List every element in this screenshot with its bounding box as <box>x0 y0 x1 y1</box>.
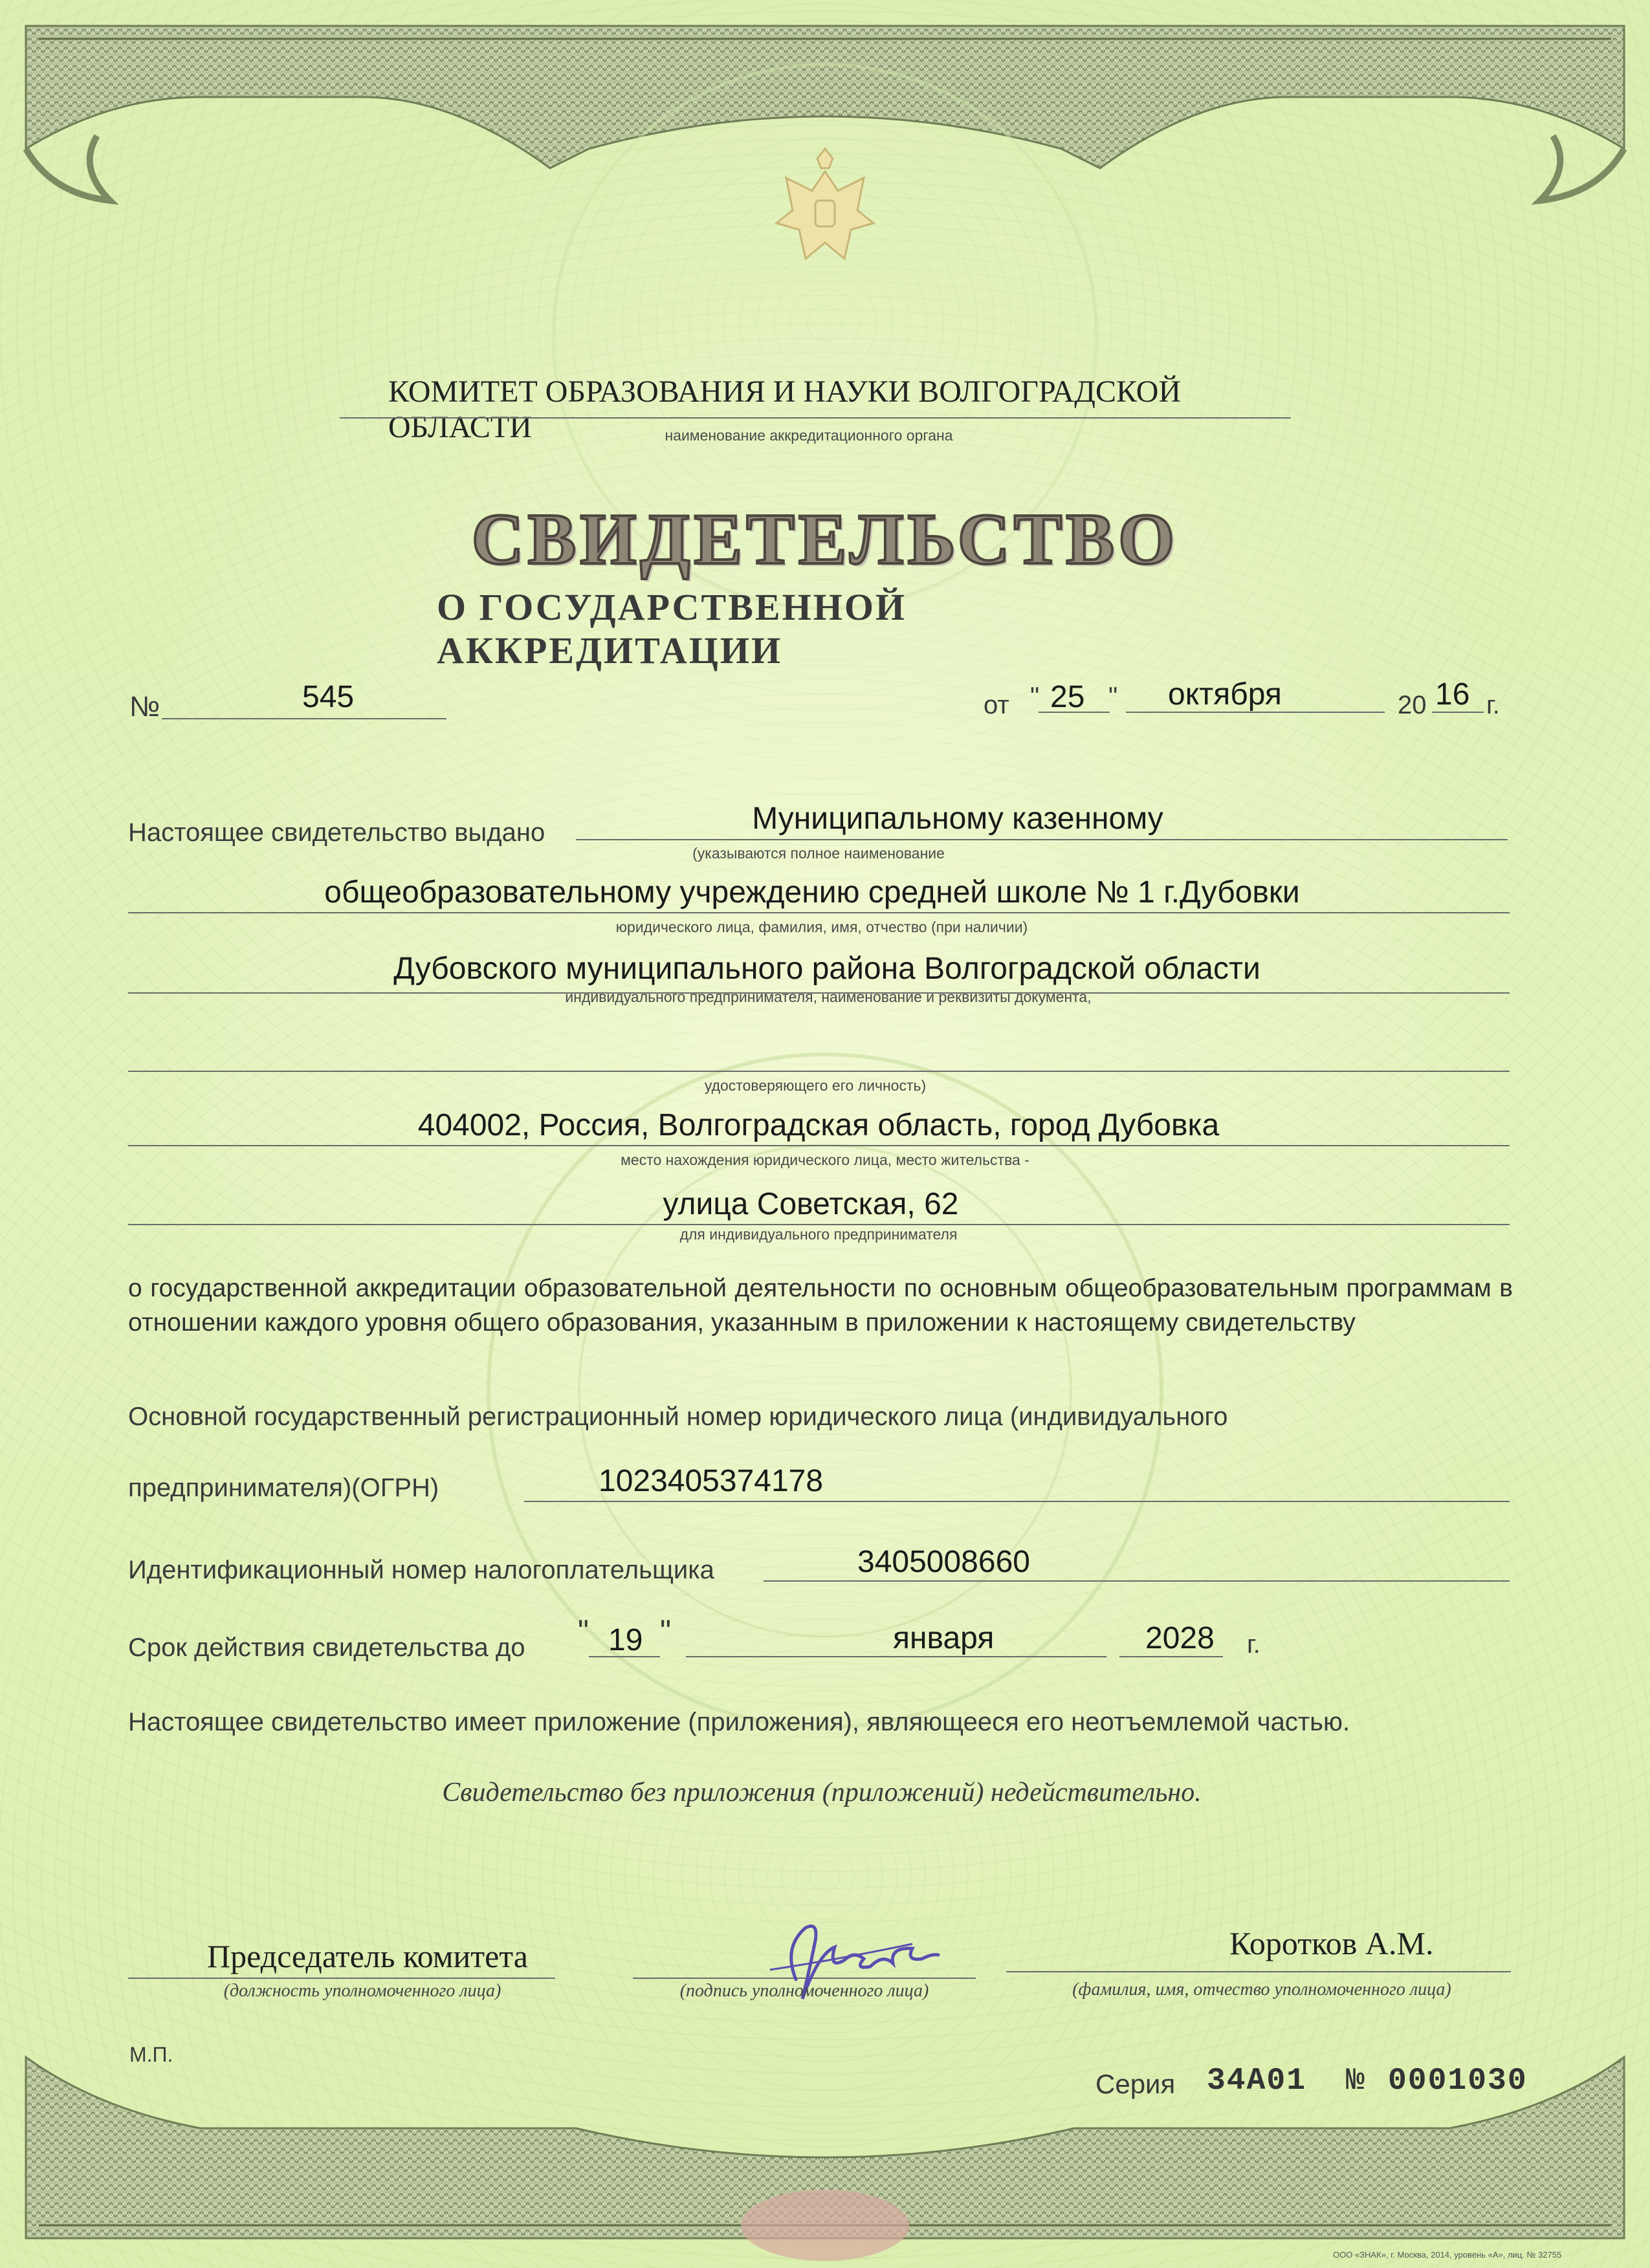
validity-month-underline <box>686 1656 1106 1657</box>
issued-name-line-1: Муниципальному казенному <box>752 801 1163 836</box>
validity-label: Срок действия свидетельства до <box>128 1633 525 1662</box>
series-value: 34А01 <box>1207 2064 1307 2099</box>
issued-caption-3: индивидуального предпринимателя, наименование и реквизиты документа, <box>565 988 1092 1005</box>
number-underline <box>162 718 446 719</box>
document-subtitle: О ГОСУДАРСТВЕННОЙ АККРЕДИТАЦИИ <box>437 586 907 671</box>
validity-quote-close: " <box>660 1615 672 1649</box>
authority-name: КОМИТЕТ ОБРАЗОВАНИЯ И НАУКИ ВОЛГОГРАДСКОЙ ОБЛАСТИ <box>388 375 1182 444</box>
authority-underline <box>340 417 1291 419</box>
issued-to-label: Настоящее свидетельство выдано <box>128 818 545 847</box>
printer-note: ООО «ЗНАК», г. Москва, 2014, уровень «А», лиц. № 32755 <box>1333 2250 1562 2260</box>
issued-name-line-3: Дубовского муниципального района Волгоградской области <box>393 952 1260 986</box>
validity-year: 2028 <box>1145 1621 1215 1655</box>
year-suffix: 16 <box>1435 677 1470 712</box>
inn-underline <box>764 1580 1510 1582</box>
coat-of-arms-icon <box>760 146 890 275</box>
ogrn-value: 1023405374178 <box>599 1464 824 1498</box>
validity-day: 19 <box>608 1623 643 1657</box>
date-prefix: от <box>984 691 1009 719</box>
document-title: СВИДЕТЕЛЬСТВО <box>471 499 1179 580</box>
inn-label: Идентификационный номер налогоплательщика <box>128 1556 714 1584</box>
issued-caption-4: удостоверяющего его личность) <box>704 1077 927 1094</box>
name-underline <box>1006 1971 1511 1972</box>
inn-value: 3405008660 <box>857 1545 1030 1579</box>
issued-line-2 <box>128 912 1510 913</box>
validity-year-label: г. <box>1247 1630 1260 1659</box>
issued-name-line-2: общеобразовательному учреждению средней школе № 1 г.Дубовки <box>324 875 1300 910</box>
address-line-2 <box>128 1224 1510 1225</box>
invalid-note: Свидетельство без приложения (приложений) недействительно. <box>442 1778 1202 1807</box>
address-caption-2: для индивидуального предпринимателя <box>679 1226 958 1243</box>
position-underline <box>128 1978 555 1979</box>
address-line-1 <box>128 1145 1510 1146</box>
series-number: 0001030 <box>1388 2064 1528 2099</box>
ogrn-label-2: предпринимателя)(ОГРН) <box>128 1474 439 1502</box>
signatory-position: Председатель комитета <box>207 1938 528 1974</box>
purpose-paragraph: о государственной аккредитации образовательной деятельности по основным общеобразовательным программам в отношении каждого уровня общего образования, указанным в приложении к настоящему свидетельству <box>128 1274 1513 1336</box>
series-number-label: № <box>1346 2064 1365 2099</box>
stamp-place: М.П. <box>129 2043 173 2066</box>
date-month: октября <box>1168 677 1282 712</box>
issued-caption-2: юридического лица, фамилия, имя, отчество (при наличии) <box>615 919 1028 935</box>
year-label: г. <box>1486 691 1500 719</box>
series-label: Серия <box>1095 2069 1176 2099</box>
certificate-number: 545 <box>302 680 355 714</box>
ogrn-label-1: Основной государственный регистрационный номер юридического лица (индивидуального <box>128 1402 1228 1431</box>
signature-caption: (подпись уполномоченного лица) <box>679 1981 929 2001</box>
year-prefix: 20 <box>1398 691 1427 719</box>
address-caption-1: место нахождения юридического лица, место жительства - <box>621 1151 1029 1168</box>
date-quote-close: " <box>1108 682 1118 711</box>
issued-caption-1: (указываются полное наименование <box>692 845 945 862</box>
appendix-note: Настоящее свидетельство имеет приложение (приложения), являющееся его неотъемлемой частью. <box>128 1708 1350 1736</box>
number-label: № <box>129 691 160 723</box>
name-caption: (фамилия, имя, отчество уполномоченного лица) <box>1072 1979 1451 2000</box>
position-caption: (должность уполномоченного лица) <box>223 1981 501 2001</box>
authority-caption: наименование аккредитационного органа <box>665 427 953 444</box>
validity-month: января <box>893 1621 995 1655</box>
signatory-name: Коротков А.М. <box>1229 1925 1434 1961</box>
date-quote-open: " <box>1030 682 1040 711</box>
address-line-1-text: 404002, Россия, Волгоградская область, город Дубовка <box>417 1108 1220 1142</box>
issued-line-1 <box>576 839 1508 840</box>
date-day: 25 <box>1050 680 1085 714</box>
validity-quote-open: " <box>578 1615 589 1649</box>
issued-line-4 <box>128 1071 1510 1072</box>
address-line-2-text: улица Советская, 62 <box>663 1187 959 1221</box>
ogrn-underline <box>524 1501 1510 1502</box>
validity-year-underline <box>1119 1656 1223 1657</box>
